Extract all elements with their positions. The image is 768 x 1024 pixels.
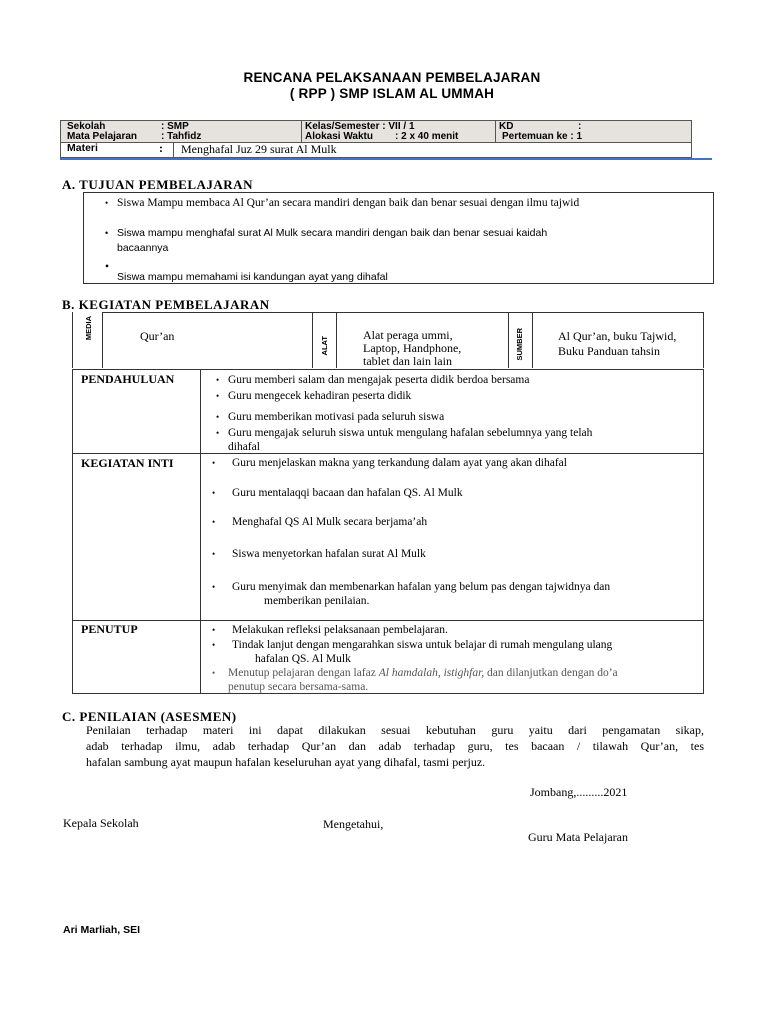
pendahuluan-item: • Guru mengecek kehadiran peserta didik xyxy=(216,390,412,402)
penutup-label: PENUTUP xyxy=(81,622,138,636)
sekolah-label: Sekolah xyxy=(67,121,106,132)
kd-value: : xyxy=(578,121,582,132)
penutup-item: • Melakukan refleksi pelaksanaan pembelajaran. xyxy=(212,624,448,636)
tujuan-item-cont: bacaannya xyxy=(117,242,169,254)
alat-label: ALAT xyxy=(320,336,329,356)
pendahuluan-item: • Guru memberikan motivasi pada seluruh siswa xyxy=(216,411,445,423)
mapel-label: Mata Pelajaran xyxy=(67,131,138,142)
place-date: Jombang,.........2021 xyxy=(530,785,628,799)
sekolah-value: : SMP xyxy=(161,121,189,132)
inti-item: • Menghafal QS Al Mulk secara berjama’ah xyxy=(212,516,428,528)
materi-label: Materi xyxy=(67,142,98,154)
materi-divider xyxy=(173,142,174,157)
materi-value: Menghafal Juz 29 surat Al Mulk xyxy=(181,142,337,156)
info-divider xyxy=(495,120,496,142)
section-c-heading: C. PENILAIAN (ASESMEN) xyxy=(62,709,237,724)
tujuan-box xyxy=(83,192,714,284)
mengetahui-label: Mengetahui, xyxy=(323,817,384,831)
pendahuluan-label: PENDAHULUAN xyxy=(81,372,175,386)
tujuan-item: Siswa mampu memahami isi kandungan ayat yang dihafal xyxy=(117,271,388,283)
alokasi-label: Alokasi Waktu xyxy=(305,131,373,142)
penutup-item: • Tindak lanjut dengan mengarahkan siswa untuk belajar di rumah mengulang ulang xyxy=(212,639,613,651)
inti-item-cont: memberikan penilaian. xyxy=(264,595,370,607)
sumber-label: SUMBER xyxy=(515,328,524,361)
section-b-heading: B. KEGIATAN PEMBELAJARAN xyxy=(62,297,270,312)
guru-mapel-label: Guru Mata Pelajaran xyxy=(528,830,628,844)
pendahuluan-item-cont: dihafal xyxy=(228,441,260,453)
section-a-heading: A. TUJUAN PEMBELAJARAN xyxy=(62,177,253,192)
kd-label: KD xyxy=(499,121,514,132)
inti-item: • Guru mentalaqqi bacaan dan hafalan QS. Al Mulk xyxy=(212,487,463,499)
alokasi-value: : 2 x 40 menit xyxy=(395,131,459,142)
inti-label: KEGIATAN INTI xyxy=(81,456,174,470)
inti-item: • Guru menjelaskan makna yang terkandung dalam ayat yang akan dihafal xyxy=(212,457,567,469)
inti-item: • Guru menyimak dan membenarkan hafalan yang belum pas dengan tajwidnya dan xyxy=(212,581,611,593)
pertemuan: Pertemuan ke : 1 xyxy=(502,131,583,142)
pendahuluan-item: • Guru memberi salam dan mengajak peserta didik berdoa bersama xyxy=(216,374,530,386)
info-table xyxy=(60,120,692,143)
document-title: RENCANA PELAKSANAAN PEMBELAJARAN xyxy=(243,70,541,85)
tujuan-item: • Siswa mampu menghafal surat Al Mulk secara mandiri dengan baik dan benar sesuai kaidah xyxy=(105,227,548,239)
document-subtitle: ( RPP ) SMP ISLAM AL UMMAH xyxy=(289,86,495,101)
header-rule xyxy=(60,158,712,160)
sumber-value: Al Qur’an, buku Tajwid, Buku Panduan tahsin xyxy=(558,329,677,358)
penutup-item: • Menutup pelajaran dengan lafaz Al hamdalah, istighfar, dan dilanjutkan dengan do’a xyxy=(212,667,618,679)
penutup-item-cont: penutup secara bersama-sama. xyxy=(228,681,369,693)
signatory-name: Ari Marliah, SEI xyxy=(63,924,141,936)
kepala-sekolah-label: Kepala Sekolah xyxy=(63,816,139,830)
alat-value: Alat peraga ummi, Laptop, Handphone, tablet dan lain lain xyxy=(363,328,462,368)
kelas-semester: Kelas/Semester : VII / 1 xyxy=(305,121,415,132)
tujuan-empty-bullet: • xyxy=(105,261,110,273)
penilaian-paragraph: Penilaian terhadap materi ini dapat dilakukan sesuai kebutuhan guru yaitu dari pengamatan sikap, adab terhadap ilmu, adab terhadap Qur’an dan adab terhadap guru, tes bacaan / tilawah Qur’an, tes hafalan sambung ayat maupun hafalan keseluruhan ayat yang dihafal, tasmi perjuz. xyxy=(86,723,704,769)
pendahuluan-item: • Guru mengajak seluruh siswa untuk mengulang hafalan sebelumnya yang telah xyxy=(216,427,593,439)
media-value: Qur’an xyxy=(140,329,175,343)
penutup-item-cont: hafalan QS. Al Mulk xyxy=(255,653,351,665)
inti-item: • Siswa menyetorkan hafalan surat Al Mulk xyxy=(212,548,426,560)
media-label: MEDIA xyxy=(84,316,93,341)
tujuan-item: • Siswa Mampu membaca Al Qur’an secara mandiri dengan baik dan benar sesuai dengan ilmu tajwid xyxy=(105,197,580,209)
materi-colon: : xyxy=(159,141,163,155)
mapel-value: : Tahfidz xyxy=(161,131,202,142)
info-divider xyxy=(301,120,302,142)
materi-row xyxy=(60,142,692,158)
